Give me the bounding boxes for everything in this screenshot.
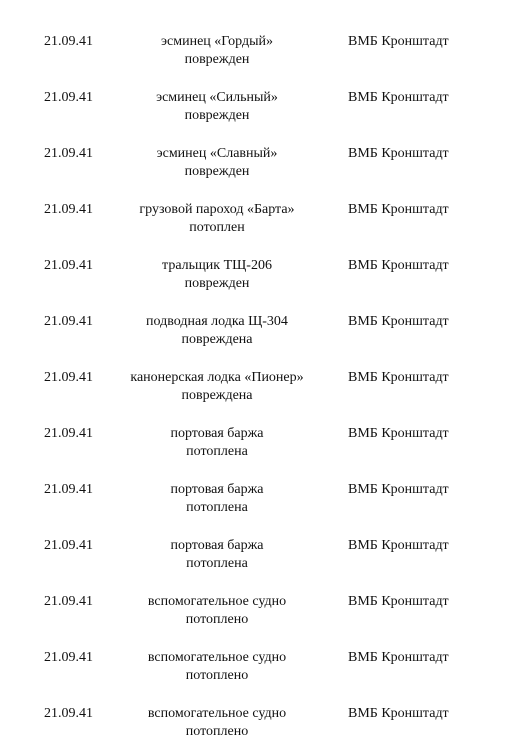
table-row [0,537,506,577]
row-date: 21.09.41 [44,34,93,49]
table-row [0,257,506,297]
row-status: потоплено [185,612,249,627]
row-location: ВМБ Кронштадт [348,258,449,273]
table-row [0,425,506,465]
row-location: ВМБ Кронштадт [348,90,449,105]
row-event [100,33,334,69]
row-status: повреждена [181,332,253,347]
row-location: ВМБ Кронштадт [348,370,449,385]
row-date: 21.09.41 [44,706,93,721]
table-row [0,89,506,129]
row-vessel: портовая баржа [170,538,264,553]
row-location: ВМБ Кронштадт [348,706,449,721]
row-vessel: вспомогательное судно [147,594,287,609]
row-location: ВМБ Кронштадт [348,594,449,609]
row-vessel: грузовой пароход «Барта» [139,202,295,217]
row-location: ВМБ Кронштадт [348,314,449,329]
row-event [100,89,334,125]
row-status: потоплена [186,500,248,515]
table-row [0,313,506,353]
row-vessel: канонерская лодка «Пионер» [130,370,304,385]
row-event [100,145,334,181]
row-event [100,705,334,741]
row-status: потоплена [186,444,248,459]
row-vessel: тральщик ТЩ-206 [162,258,272,273]
row-event [100,425,334,461]
table-row [0,705,506,745]
row-status: поврежден [184,276,250,291]
row-date: 21.09.41 [44,538,93,553]
row-vessel: эсминец «Сильный» [156,90,278,105]
row-date: 21.09.41 [44,594,93,609]
table-row [0,649,506,689]
row-status: потоплена [186,556,248,571]
row-status: поврежден [184,108,250,123]
row-vessel: портовая баржа [170,426,264,441]
row-event [100,201,334,237]
row-location: ВМБ Кронштадт [348,650,449,665]
row-date: 21.09.41 [44,314,93,329]
row-location: ВМБ Кронштадт [348,202,449,217]
row-location: ВМБ Кронштадт [348,34,449,49]
row-status: повреждена [181,388,253,403]
row-date: 21.09.41 [44,482,93,497]
row-vessel: вспомогательное судно [147,706,287,721]
row-event [100,369,334,405]
table-row [0,201,506,241]
row-status: поврежден [184,164,250,179]
table-row [0,481,506,521]
row-location: ВМБ Кронштадт [348,538,449,553]
table-row [0,369,506,409]
row-event [100,593,334,629]
row-location: ВМБ Кронштадт [348,146,449,161]
row-vessel: портовая баржа [170,482,264,497]
row-date: 21.09.41 [44,370,93,385]
row-date: 21.09.41 [44,202,93,217]
row-date: 21.09.41 [44,146,93,161]
row-vessel: вспомогательное судно [147,650,287,665]
table-row [0,593,506,633]
row-status: потоплено [185,668,249,683]
row-event [100,649,334,685]
row-event [100,481,334,517]
row-vessel: эсминец «Славный» [156,146,278,161]
row-event [100,537,334,573]
row-vessel: эсминец «Гордый» [161,34,273,49]
row-date: 21.09.41 [44,90,93,105]
row-location: ВМБ Кронштадт [348,426,449,441]
row-date: 21.09.41 [44,650,93,665]
row-event [100,257,334,293]
row-status: потоплено [185,724,249,739]
row-date: 21.09.41 [44,258,93,273]
row-status: поврежден [184,52,250,67]
table-row [0,33,506,73]
row-vessel: подводная лодка Щ-304 [146,314,288,329]
row-location: ВМБ Кронштадт [348,482,449,497]
row-event [100,313,334,349]
row-status: потоплен [189,220,245,235]
table-row [0,145,506,185]
row-date: 21.09.41 [44,426,93,441]
